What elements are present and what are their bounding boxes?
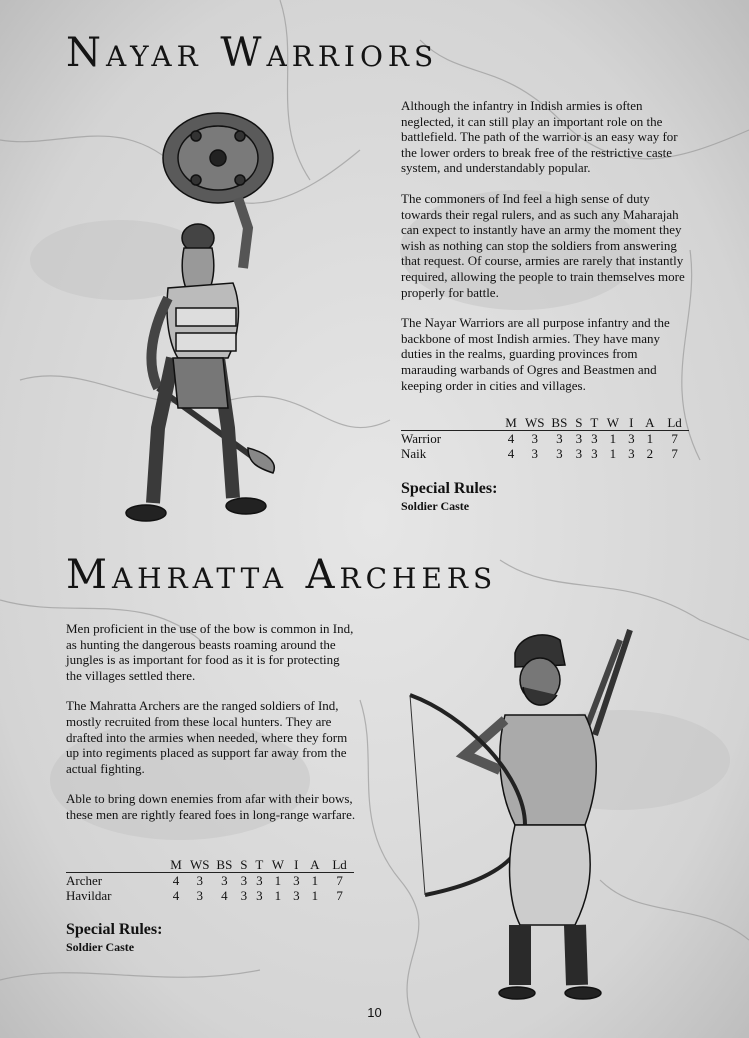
stat-value: 3 [575,446,583,461]
stat-value: 1 [274,888,282,903]
table-row [66,888,354,903]
stats-header-a: A [640,415,661,431]
stat-value: 3 [240,888,248,903]
stat-value: 1 [274,873,282,888]
stat-value: 3 [221,873,228,888]
stat-value: 3 [556,446,563,461]
stat-value: 4 [172,888,180,903]
table-row [66,873,354,889]
stat-value: 1 [311,888,319,903]
stat-value: 3 [256,873,263,888]
stats-header-bs: BS [547,415,572,431]
stats-header-bs: BS [212,857,237,873]
nayar-paragraph-2: The commoners of Ind feel a high sense of duty towards their regal rulers, and as such any Maharajah can expect to instantly have an army the moment they wish as nothing can stop the soldiers from answering that request. Of course, armies are rarely that instantly required, allowing the people to train themselves more properly for battle. [401,190,685,300]
mahratta-paragraph-1: Men proficient in the use of the bow is common in Ind, as hunting the dangerous beasts roaming around the jungles is as important for food as it is for protecting the villages settled there. [66,621,354,683]
special-rule-item: Soldier Caste [66,940,135,954]
stat-value: 3 [531,446,538,461]
nayar-warriors-title: Nayar Warriors [66,30,439,76]
stats-header-t: T [251,857,267,873]
mahratta-archer-illustration [405,625,645,1000]
stats-header-w: W [603,415,624,431]
mahratta-paragraph-2: The Mahratta Archers are the ranged soldiers of Ind, mostly recruited from these local hunters. They are drafted into the armies when needed, where they form up into regiments placed as support far away from the actual fighting. [66,698,348,776]
special-rule-item: Soldier Caste [401,499,470,513]
stats-header-i: I [623,415,639,431]
special-rules-heading: Special Rules: [401,480,498,497]
unit-name: Archer [66,873,103,888]
stats-header-ws: WS [187,857,212,873]
stats-header-blank [66,857,165,873]
stat-value: 3 [628,431,635,446]
stat-value: 7 [671,446,678,461]
stats-header-ld: Ld [660,415,689,431]
stats-header-w: W [268,857,289,873]
stat-value: 1 [609,446,617,461]
page-number: 10 [367,1005,382,1020]
stats-header-s: S [237,857,251,873]
nayar-description [401,98,693,408]
stats-header-a: A [305,857,326,873]
stat-value: 2 [646,446,654,461]
unit-name: Warrior [401,431,442,446]
table-row [401,431,689,447]
stats-header-t: T [586,415,602,431]
stat-value: 4 [507,446,515,461]
stat-value: 3 [531,431,538,446]
mahratta-stats-table [66,857,354,903]
stat-value: 3 [628,446,635,461]
stats-header-m: M [165,857,188,873]
stat-value: 3 [293,873,300,888]
mahratta-archers-title: Mahratta Archers [66,552,498,598]
stats-header-m: M [500,415,523,431]
nayar-special-rules [401,480,497,514]
stat-value: 4 [172,873,180,888]
stat-value: 7 [336,888,343,903]
stat-value: 3 [196,873,203,888]
stat-value: 3 [591,431,598,446]
stats-header-ld: Ld [325,857,354,873]
stat-value: 7 [671,431,678,446]
nayar-warrior-illustration [118,108,288,528]
nayar-stats-table [401,415,689,461]
stat-value: 3 [556,431,563,446]
table-row [401,446,689,461]
stat-value: 3 [196,888,203,903]
mahratta-paragraph-3: Able to bring down enemies from afar with their bows, these men are rightly feared foes in long-range warfare. [66,791,356,822]
unit-name: Havildar [66,888,112,903]
stat-value: 7 [336,873,343,888]
stat-value: 3 [240,873,248,888]
stats-header-ws: WS [522,415,547,431]
mahratta-description [66,621,358,838]
nayar-paragraph-3: The Nayar Warriors are all purpose infantry and the backbone of most Indish armies. They have many duties in the realms, guarding provinces from marauding warbands of Ogres and Beastmen and keeping order in cities and villages. [401,315,670,393]
stats-header-s: S [572,415,586,431]
nayar-paragraph-1: Although the infantry in Indish armies is often neglected, it can still play an important role on the battlefield. The path of the warrior is an easy way for the lower orders to break free of the restrictive caste system, and understandably popular. [401,98,678,176]
stats-header-blank [401,415,500,431]
mahratta-special-rules [66,921,162,955]
stat-value: 4 [221,888,228,903]
special-rules-heading: Special Rules: [66,921,163,938]
stat-value: 1 [609,431,617,446]
stat-value: 3 [575,431,583,446]
stat-value: 3 [256,888,263,903]
stat-value: 4 [507,431,515,446]
stat-value: 3 [293,888,300,903]
stat-value: 1 [311,873,319,888]
stats-header-i: I [288,857,304,873]
stat-value: 3 [591,446,598,461]
unit-name: Naik [401,446,427,461]
stat-value: 1 [646,431,654,446]
